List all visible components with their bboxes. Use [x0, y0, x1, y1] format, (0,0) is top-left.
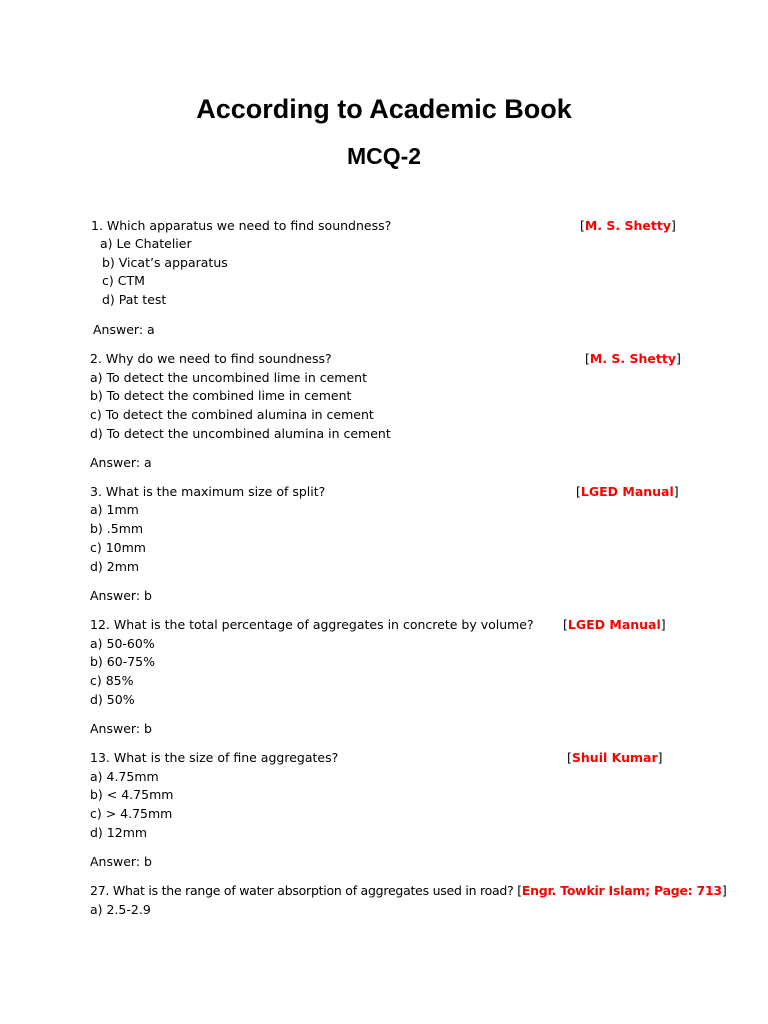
document-subtitle: MCQ-2 [346, 143, 422, 169]
option: c) CTM [102, 273, 145, 288]
option: a) Le Chatelier [100, 236, 192, 251]
question-text: 13. What is the size of fine aggregates? [90, 750, 339, 765]
option: b) < 4.75mm [90, 787, 174, 802]
answer-text: Answer: a [90, 455, 152, 470]
option: a) 1mm [90, 502, 139, 517]
answer-text: Answer: b [90, 588, 152, 603]
question-source: [M. S. Shetty] [580, 218, 676, 233]
option: a) 4.75mm [90, 769, 159, 784]
option: d) Pat test [102, 292, 167, 307]
option: b) Vicat’s apparatus [102, 255, 228, 270]
question-text: 2. Why do we need to find soundness? [90, 351, 332, 366]
question-text: 27. What is the range of water absorption of aggregates used in road? [Engr. Towkir Islam; Page: 713] [90, 883, 727, 898]
option: c) To detect the combined alumina in cement [90, 407, 374, 422]
option: a) 2.5-2.9 [90, 902, 151, 917]
question-source: [LGED Manual] [576, 484, 679, 499]
option: c) > 4.75mm [90, 806, 173, 821]
option: c) 10mm [90, 540, 146, 555]
option: a) To detect the uncombined lime in cement [90, 370, 367, 385]
question-text: 1. Which apparatus we need to find soundness? [91, 218, 392, 233]
document-title: According to Academic Book [196, 94, 572, 124]
question-text: 3. What is the maximum size of split? [90, 484, 326, 499]
answer-text: Answer: b [90, 854, 152, 869]
option: d) To detect the uncombined alumina in cement [90, 426, 391, 441]
question-source: [LGED Manual] [563, 617, 666, 632]
option: c) 85% [90, 673, 134, 688]
option: b) .5mm [90, 521, 144, 536]
question-source: Engr. Towkir Islam; Page: 713 [521, 883, 722, 898]
option: b) To detect the combined lime in cement [90, 388, 352, 403]
question-text: 12. What is the total percentage of aggregates in concrete by volume? [90, 617, 534, 632]
option: d) 12mm [90, 825, 148, 840]
answer-text: Answer: b [90, 721, 152, 736]
option: a) 50-60% [90, 636, 155, 651]
option: d) 50% [90, 692, 135, 707]
question-source: [Shuil Kumar] [567, 750, 663, 765]
option: b) 60-75% [90, 654, 155, 669]
option: d) 2mm [90, 559, 140, 574]
question-source: [M. S. Shetty] [585, 351, 681, 366]
answer-text: Answer: a [93, 322, 155, 337]
